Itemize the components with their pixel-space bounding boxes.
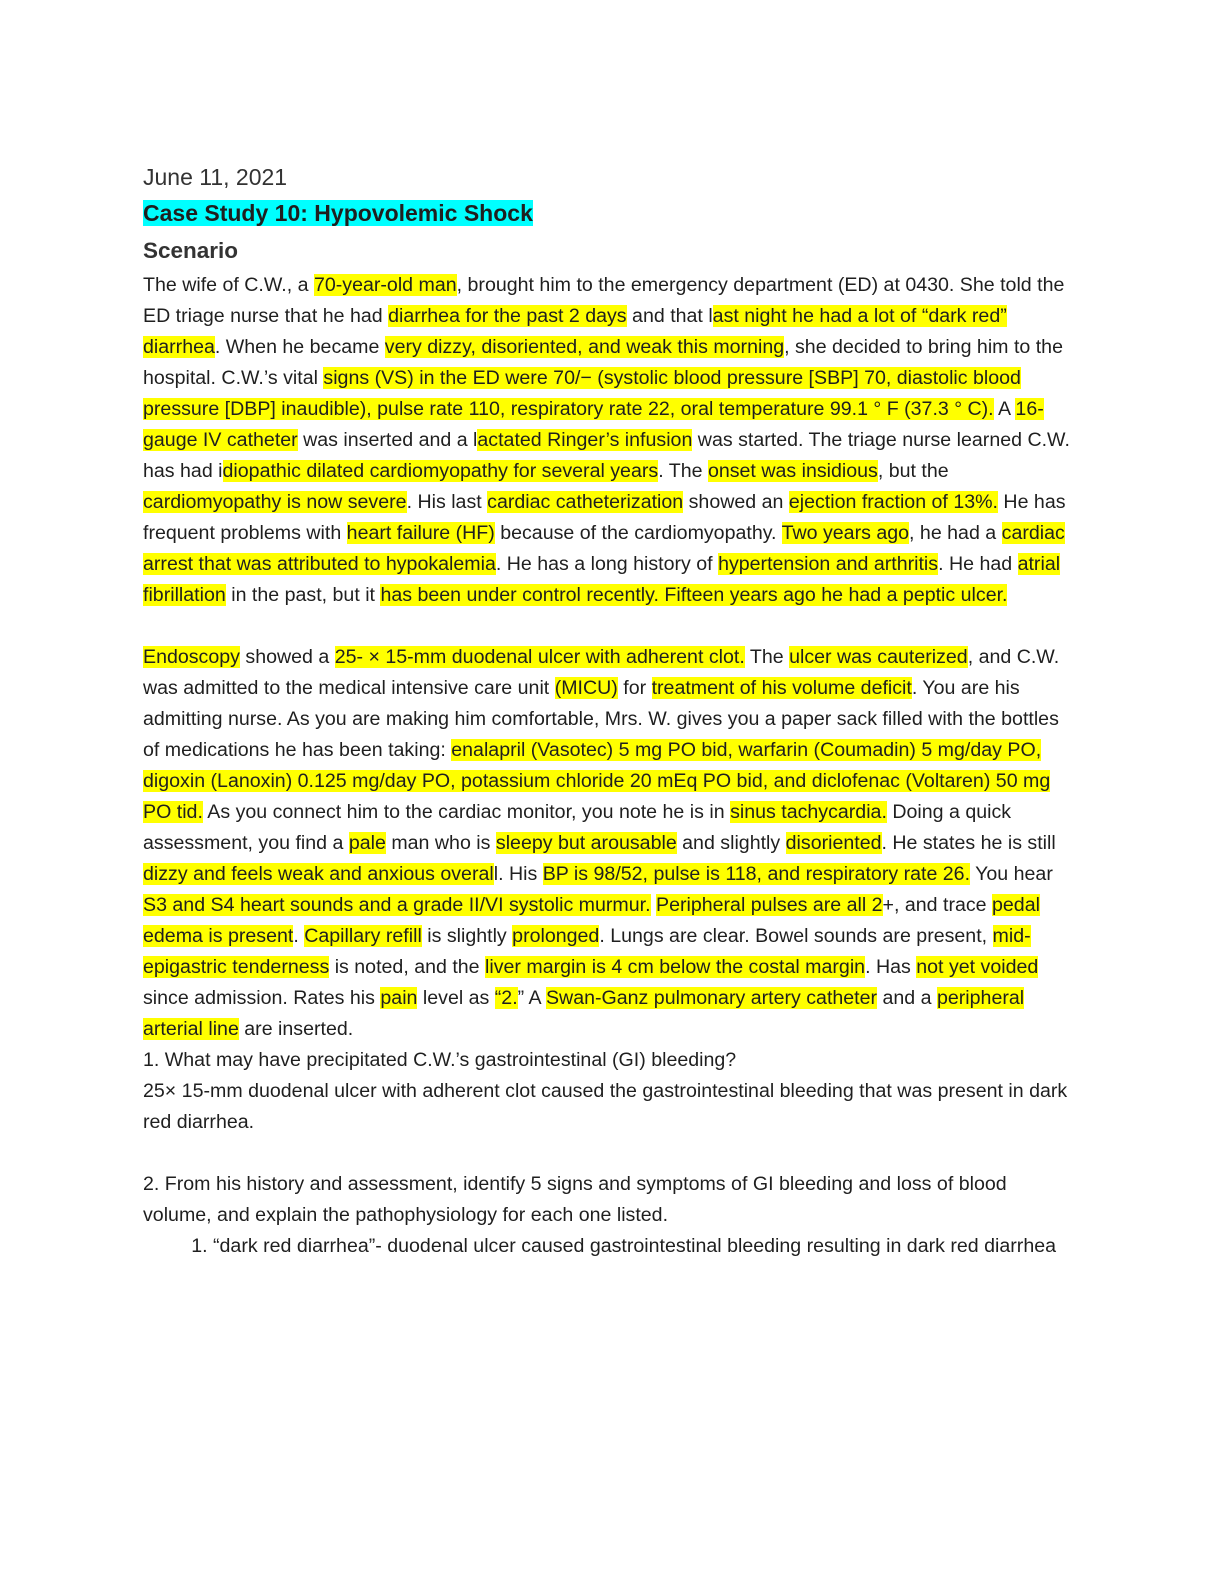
highlighted-text: BP is 98/52, pulse is 118, and respiratory rate 26. (542, 863, 971, 885)
body-text: . He has a long history of (495, 553, 719, 575)
body-text: . You are his admitting nurse. As you are making him comfortable, Mrs. W. gives you a paper sack filled with the bottles of medications he has been taking: (143, 677, 1059, 761)
highlighted-text: sleepy but arousable (495, 832, 677, 854)
body-text: The wife of C.W., a (143, 274, 314, 296)
body-text: He has frequent problems with (143, 491, 1066, 544)
highlighted-text: ast night he had a lot of “dark red” diarrhea (143, 305, 1007, 358)
highlighted-text: Endoscopy (143, 646, 240, 668)
highlighted-text: “2. (494, 987, 518, 1009)
body-text: ” A (517, 987, 546, 1009)
highlighted-text: cardiomyopathy is now severe (143, 491, 407, 513)
highlighted-text: very dizzy, disoriented, and weak this morning (384, 336, 785, 358)
paragraph-gap (143, 1138, 1073, 1169)
highlighted-text: enalapril (Vasotec) 5 mg PO bid, warfarin (Coumadin) 5 mg/day PO, digoxin (Lanoxin) 0.125 mg/day PO, potassium chloride 20 mEq PO bid, and diclofenac (Voltaren) 50 mg PO tid. (143, 739, 1051, 823)
answer-2-list (143, 1231, 1073, 1262)
body-text: showed an (683, 491, 789, 513)
body-text: , she decided to bring him to the hospital. C.W.’s vital (143, 336, 1063, 389)
body-text: was started. The triage nurse learned C.W. has had i (143, 429, 1070, 482)
body-text: , brought him to the emergency department (ED) at 0430. She told the ED triage nurse that he had (143, 274, 1065, 327)
highlighted-text: Swan-Ganz pulmonary artery catheter (545, 987, 878, 1009)
body-text: , and C.W. was admitted to the medical intensive care unit (143, 646, 1060, 699)
section-heading: Scenario (143, 238, 239, 263)
highlighted-text: (MICU) (554, 677, 618, 699)
body-text: , but the (877, 460, 949, 482)
highlighted-text: treatment of his volume deficit (651, 677, 912, 699)
highlighted-text: onset was insidious (707, 460, 878, 482)
highlighted-text: not yet voided (916, 956, 1039, 978)
highlighted-text: disoriented (785, 832, 882, 854)
body-text: . Lungs are clear. Bowel sounds are present, (599, 925, 993, 947)
highlighted-text: cardiac catheterization (487, 491, 684, 513)
question-2: 2. From his history and assessment, identify 5 signs and symptoms of GI bleeding and loss of blood volume, and explain the pathophysiology for each one listed. (143, 1173, 1007, 1226)
highlighted-text: ulcer was cauterized (789, 646, 968, 668)
title-text: Case Study 10: Hypovolemic Shock (143, 200, 533, 226)
body-text: was inserted and a l (297, 429, 478, 451)
highlighted-text: 70-year-old man (313, 274, 457, 296)
highlighted-text: peripheral arterial line (143, 987, 1025, 1040)
body-text: The (744, 646, 790, 668)
body-text: As you connect him to the cardiac monitor, you note he is in (202, 801, 731, 823)
highlighted-text: atrial fibrillation (143, 553, 1061, 606)
body-text: You hear (970, 863, 1053, 885)
body-text: is slightly (421, 925, 513, 947)
body-text: since admission. Rates his (143, 987, 381, 1009)
highlighted-text: pain (380, 987, 418, 1009)
highlighted-text: Two years ago (781, 522, 910, 544)
highlighted-text: liver margin is 4 cm below the costal margin (485, 956, 866, 978)
body-text: and slightly (676, 832, 786, 854)
document-title (143, 198, 1073, 228)
body-text: l. His (493, 863, 543, 885)
scenario-paragraph-2 (143, 642, 1073, 1045)
body-text: . Has (865, 956, 917, 978)
highlighted-text: hypertension and arthritis (718, 553, 939, 575)
body-text: for (617, 677, 652, 699)
body-text: . When he became (214, 336, 385, 358)
highlighted-text: pale (348, 832, 386, 854)
body-text: showed a (239, 646, 335, 668)
body-text: is noted, and the (329, 956, 486, 978)
highlighted-text: Capillary refill (304, 925, 422, 947)
body-text: . The (658, 460, 708, 482)
scenario-paragraph-1 (143, 270, 1073, 611)
highlighted-text: has been under control recently. Fifteen years ago he had a peptic ulcer. (380, 584, 1008, 606)
highlighted-text: 16-gauge IV catheter (143, 398, 1044, 451)
body-text: . His last (406, 491, 488, 513)
highlighted-text: cardiac arrest that was attributed to hypokalemia (143, 522, 1065, 575)
highlighted-text: S3 and S4 heart sounds and a grade II/VI systolic murmur. (143, 894, 651, 916)
body-text: Doing a quick assessment, you find a (143, 801, 1012, 854)
body-text: and a (877, 987, 937, 1009)
highlighted-text: dizzy and feels weak and anxious overal (143, 863, 494, 885)
question-1: 1. What may have precipitated C.W.’s gastrointestinal (GI) bleeding? (143, 1049, 737, 1071)
highlighted-text: pedal edema is present (143, 894, 1040, 947)
paragraph-gap (143, 611, 1073, 642)
body-text: because of the cardiomyopathy. (494, 522, 782, 544)
body-text: A (993, 398, 1016, 420)
highlighted-text: prolonged (512, 925, 600, 947)
highlighted-text: mid-epigastric tenderness (143, 925, 1031, 978)
body-text: and that l (626, 305, 713, 327)
highlighted-text: heart failure (HF) (346, 522, 495, 544)
body-text: level as (417, 987, 495, 1009)
body-text: . He had (938, 553, 1018, 575)
highlighted-text: diopathic dilated cardiomyopathy for several years (222, 460, 659, 482)
body-text: in the past, but it (225, 584, 381, 606)
highlighted-text: actated Ringer’s infusion (477, 429, 693, 451)
answer-1: 25× 15-mm duodenal ulcer with adherent clot caused the gastrointestinal bleeding that was present in dark red diarrhea. (143, 1080, 1068, 1133)
highlighted-text: Peripheral pulses are all 2 (656, 894, 883, 916)
highlighted-text: sinus tachycardia. (730, 801, 887, 823)
highlighted-text: diarrhea for the past 2 days (388, 305, 627, 327)
body-text: are inserted. (238, 1018, 354, 1040)
document-date: June 11, 2021 (143, 164, 288, 190)
document-page (143, 162, 1073, 1262)
body-text: , he had a (909, 522, 1002, 544)
answer-list-item: 1. “dark red diarrhea”- duodenal ulcer caused gastrointestinal bleeding resulting in dark red diarrhea (213, 1231, 1073, 1262)
body-text: man who is (385, 832, 496, 854)
body-text: +, and trace (882, 894, 993, 916)
body-text: . He states he is still (881, 832, 1056, 854)
highlighted-text: ejection fraction of 13%. (788, 491, 998, 513)
highlighted-text: signs (VS) in the ED were 70/− (systolic blood pressure [SBP] 70, diastolic blood pressure [DBP] inaudible), pulse rate 110, respiratory rate 22, oral temperature 99.1 ° F (37.3 ° C). (143, 367, 1021, 420)
highlighted-text: 25- × 15-mm duodenal ulcer with adherent clot. (334, 646, 745, 668)
body-text: . (293, 925, 305, 947)
